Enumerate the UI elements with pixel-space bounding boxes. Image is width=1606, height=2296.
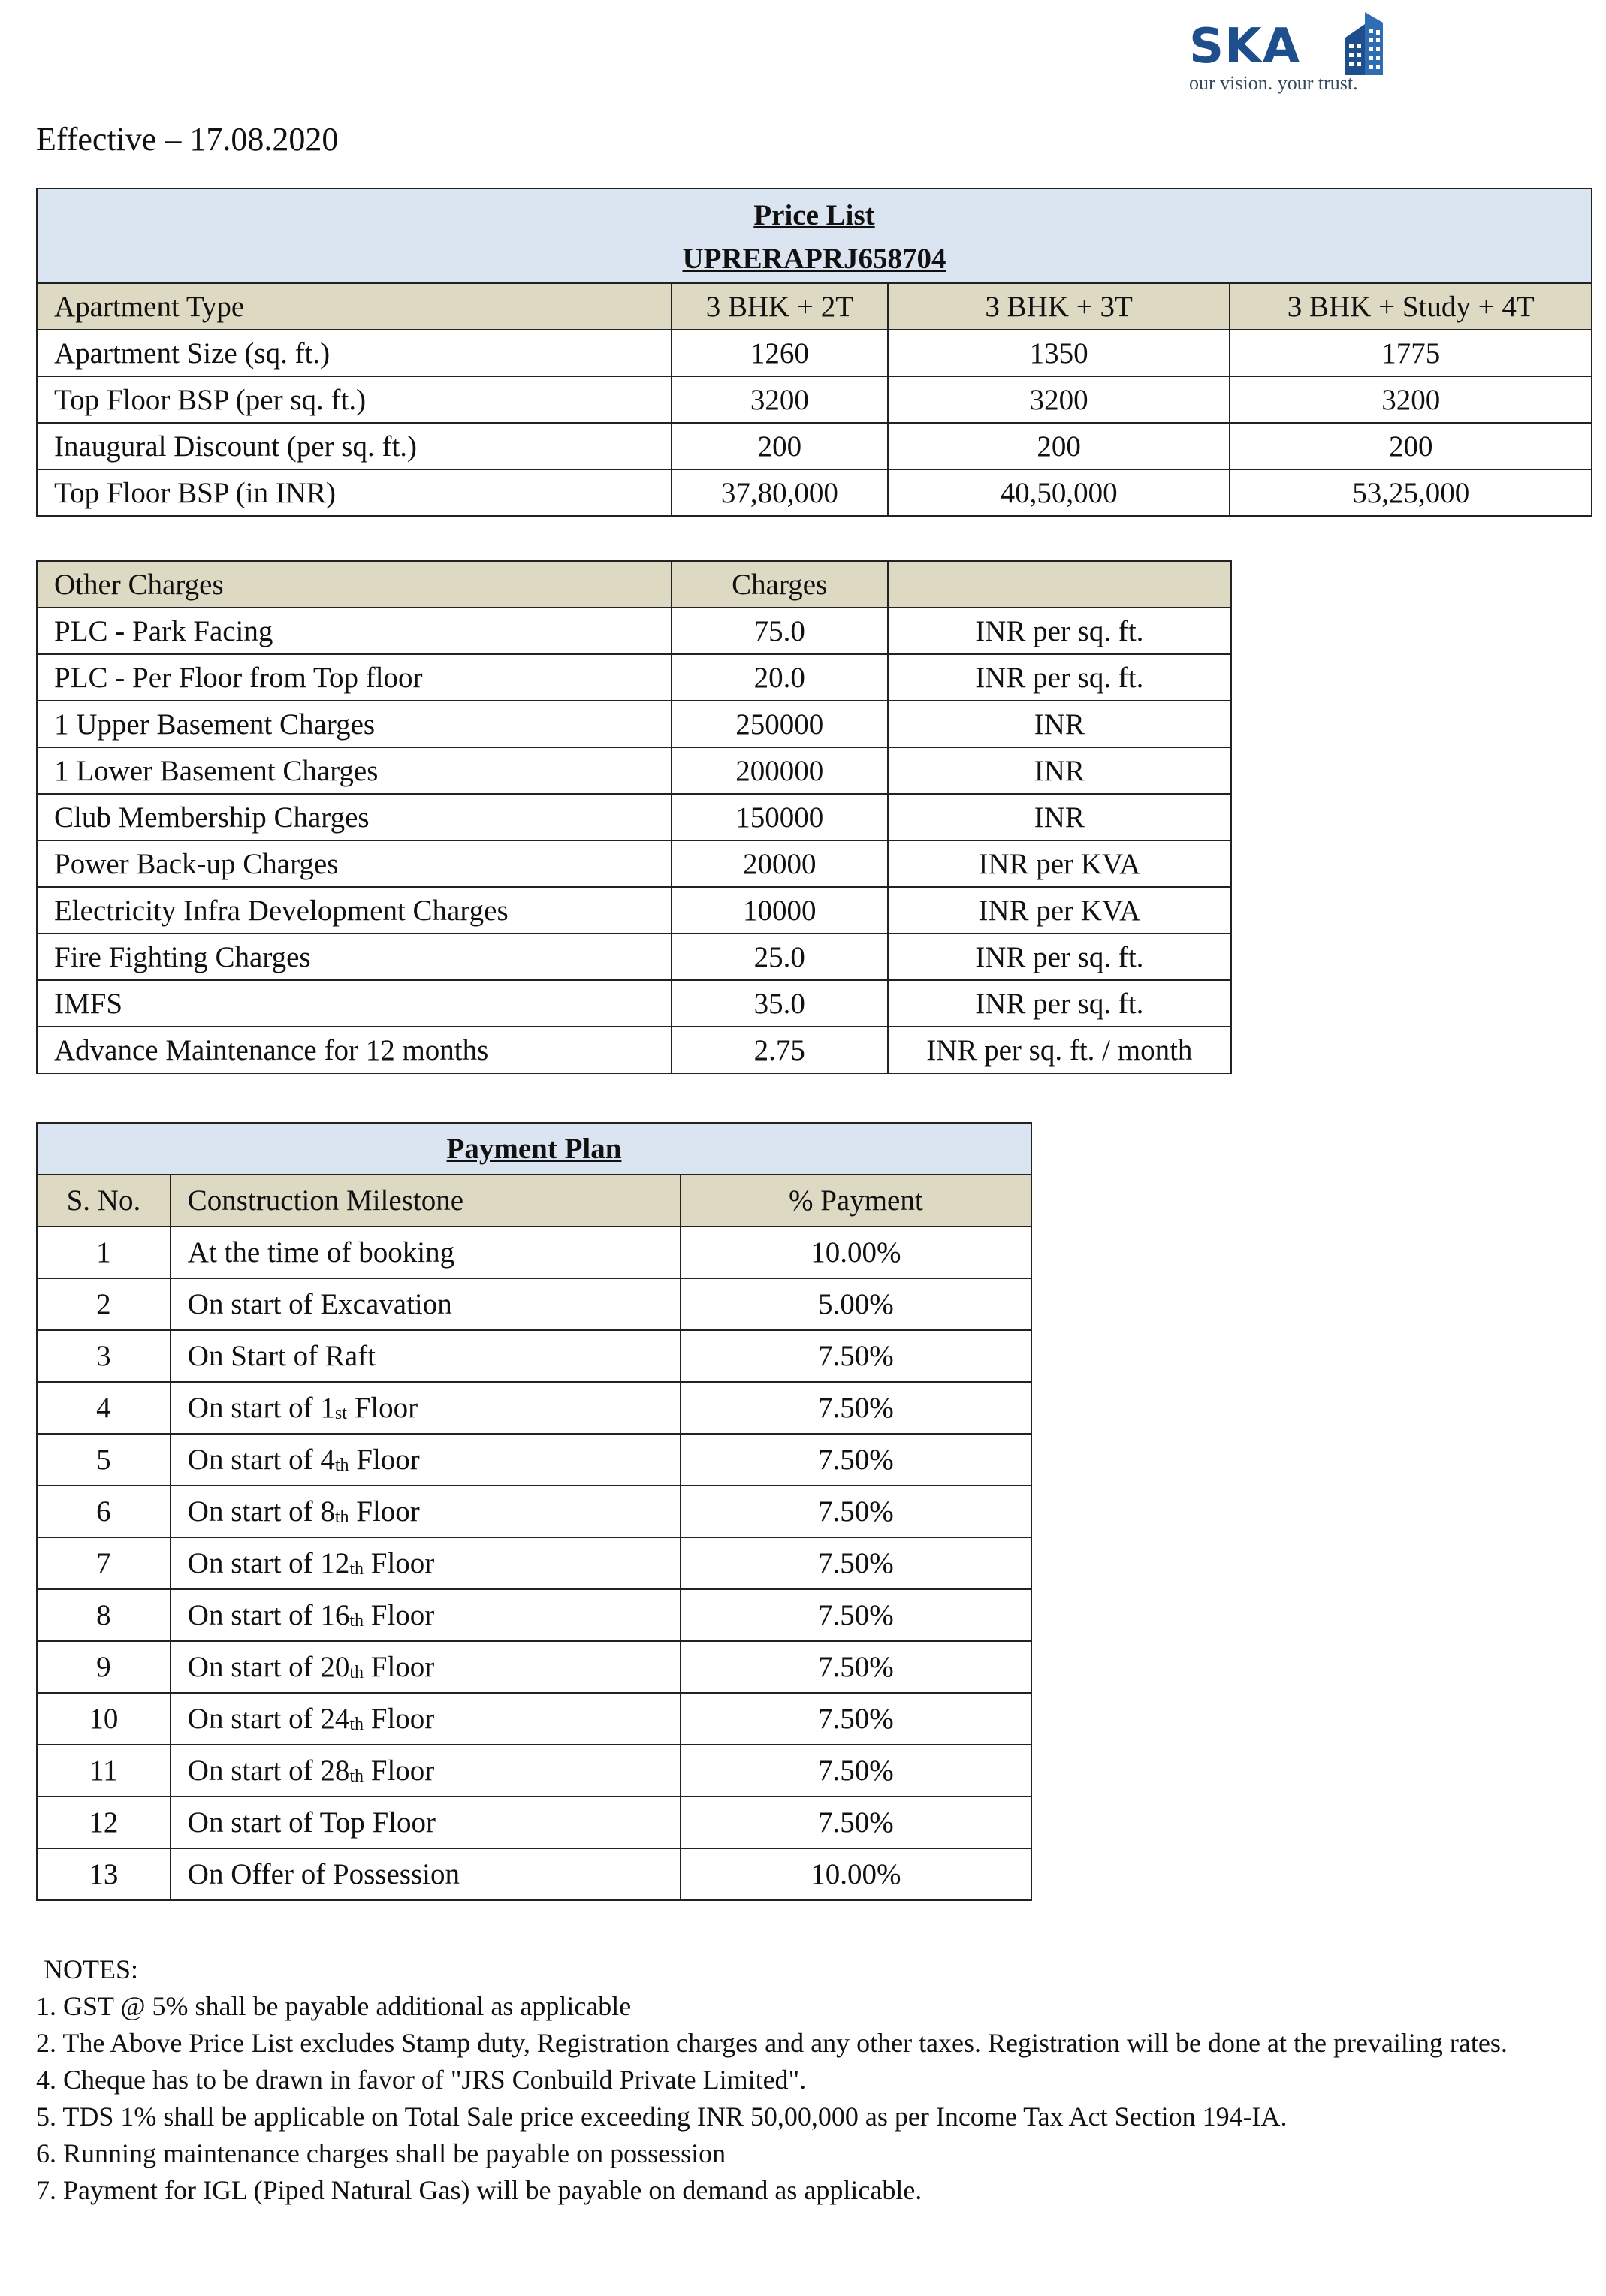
- serial-number: 2: [37, 1278, 171, 1330]
- milestone: [171, 1382, 681, 1434]
- table-cell: INR per KVA: [888, 840, 1231, 887]
- table-cell: 75.0: [672, 608, 888, 654]
- table-cell: 250000: [672, 701, 888, 747]
- row-label: Top Floor BSP (per sq. ft.): [37, 376, 672, 423]
- milestone: [171, 1330, 681, 1382]
- table-row: [37, 654, 1231, 701]
- serial-number: 12: [37, 1797, 171, 1848]
- column-header: % Payment: [681, 1175, 1031, 1226]
- table-row: [37, 1537, 1031, 1589]
- table-row: [37, 747, 1231, 794]
- milestone-text-end: Floor: [346, 1392, 418, 1424]
- column-header: Other Charges: [37, 561, 672, 608]
- column-header: [888, 561, 1231, 608]
- payment-plan-table: [36, 1122, 1032, 1901]
- row-label: IMFS: [37, 980, 672, 1027]
- serial-number: 7: [37, 1537, 171, 1589]
- payment-plan-header-row: [37, 1175, 1031, 1226]
- payment-percent: 7.50%: [681, 1693, 1031, 1745]
- table-row: [37, 794, 1231, 840]
- table-cell: INR: [888, 794, 1231, 840]
- effective-date: Effective – 17.08.2020: [36, 121, 339, 158]
- row-label: Advance Maintenance for 12 months: [37, 1027, 672, 1073]
- payment-percent: 10.00%: [681, 1848, 1031, 1900]
- milestone-text: On start of 20: [187, 1651, 350, 1683]
- payment-percent: 7.50%: [681, 1797, 1031, 1848]
- column-header: Apartment Type: [37, 283, 672, 330]
- note-item: 6. Running maintenance charges shall be payable on possession: [36, 2138, 726, 2168]
- table-cell: 25.0: [672, 934, 888, 980]
- milestone-text: On start of Top Floor: [187, 1806, 436, 1839]
- milestone: [171, 1745, 681, 1797]
- payment-percent: 7.50%: [681, 1382, 1031, 1434]
- table-row: [37, 887, 1231, 934]
- table-row: [37, 1797, 1031, 1848]
- ordinal-suffix: th: [349, 1559, 364, 1579]
- notes-list: [36, 1988, 1583, 2209]
- payment-percent: 7.50%: [681, 1745, 1031, 1797]
- milestone: [171, 1848, 681, 1900]
- ordinal-suffix: th: [334, 1456, 349, 1475]
- note-item: 5. TDS 1% shall be applicable on Total Sale price exceeding INR 50,00,000 as per Income Tax Act Section 194-IA.: [36, 2101, 1288, 2132]
- table-row: [37, 1382, 1031, 1434]
- payment-percent: 7.50%: [681, 1434, 1031, 1486]
- milestone-text: On Start of Raft: [187, 1340, 376, 1372]
- serial-number: 13: [37, 1848, 171, 1900]
- table-cell: INR per sq. ft.: [888, 608, 1231, 654]
- table-cell: 10000: [672, 887, 888, 934]
- ordinal-suffix: th: [349, 1715, 364, 1734]
- row-label: Apartment Size (sq. ft.): [37, 330, 672, 376]
- milestone-text: On start of 12: [187, 1547, 350, 1579]
- table-row: [37, 376, 1592, 423]
- table-cell: INR per sq. ft.: [888, 980, 1231, 1027]
- milestone: [171, 1278, 681, 1330]
- milestone-text-end: Floor: [349, 1444, 420, 1476]
- milestone: [171, 1226, 681, 1278]
- table-row: [37, 469, 1592, 516]
- table-row: [37, 1486, 1031, 1537]
- payment-percent: 10.00%: [681, 1226, 1031, 1278]
- payment-percent: 7.50%: [681, 1641, 1031, 1693]
- serial-number: 3: [37, 1330, 171, 1382]
- table-cell: 200000: [672, 747, 888, 794]
- milestone-text: On start of 8: [187, 1495, 335, 1528]
- serial-number: 11: [37, 1745, 171, 1797]
- table-cell: 3200: [672, 376, 888, 423]
- serial-number: 9: [37, 1641, 171, 1693]
- payment-percent: 5.00%: [681, 1278, 1031, 1330]
- payment-percent: 7.50%: [681, 1330, 1031, 1382]
- milestone: [171, 1797, 681, 1848]
- notes-title: NOTES:: [44, 1954, 138, 1984]
- row-label: PLC - Per Floor from Top floor: [37, 654, 672, 701]
- ordinal-suffix: st: [334, 1404, 347, 1423]
- note-item: 4. Cheque has to be drawn in favor of "JRS Conbuild Private Limited".: [36, 2065, 807, 2095]
- ordinal-suffix: th: [334, 1507, 349, 1527]
- table-cell: 200: [1230, 423, 1592, 469]
- ordinal-suffix: th: [349, 1611, 364, 1631]
- logo-brand-text: SKA: [1189, 19, 1301, 74]
- milestone: [171, 1693, 681, 1745]
- logo-tagline: our vision. your trust.: [1189, 72, 1358, 94]
- table-row: [37, 1434, 1031, 1486]
- table-row: [37, 840, 1231, 887]
- column-header: Construction Milestone: [171, 1175, 681, 1226]
- milestone-text: On start of Excavation: [187, 1288, 452, 1320]
- column-header: 3 BHK + Study + 4T: [1230, 283, 1592, 330]
- table-row: [37, 980, 1231, 1027]
- rera-id: UPRERAPRJ658704: [682, 243, 946, 275]
- serial-number: 5: [37, 1434, 171, 1486]
- milestone-text-end: Floor: [364, 1703, 435, 1735]
- table-cell: 40,50,000: [888, 469, 1230, 516]
- table-cell: 3200: [888, 376, 1230, 423]
- table-cell: INR per KVA: [888, 887, 1231, 934]
- row-label: Top Floor BSP (in INR): [37, 469, 672, 516]
- table-row: [37, 1330, 1031, 1382]
- milestone-text-end: Floor: [364, 1651, 435, 1683]
- row-label: Electricity Infra Development Charges: [37, 887, 672, 934]
- table-cell: INR per sq. ft.: [888, 654, 1231, 701]
- payment-percent: 7.50%: [681, 1537, 1031, 1589]
- milestone: [171, 1589, 681, 1641]
- row-label: 1 Lower Basement Charges: [37, 747, 672, 794]
- other-charges-header-row: [37, 561, 1231, 608]
- milestone-text: On start of 1: [187, 1392, 335, 1424]
- table-cell: 1350: [888, 330, 1230, 376]
- price-list-title: Price List: [753, 199, 875, 231]
- price-list-title-cell: [37, 189, 1592, 283]
- price-list-header-row: [37, 283, 1592, 330]
- table-row: [37, 1693, 1031, 1745]
- table-row: [37, 1641, 1031, 1693]
- milestone-text: On start of 16: [187, 1599, 350, 1631]
- table-row: [37, 608, 1231, 654]
- table-row: [37, 1589, 1031, 1641]
- row-label: Fire Fighting Charges: [37, 934, 672, 980]
- ordinal-suffix: th: [349, 1767, 364, 1786]
- company-logo: [1183, 8, 1408, 101]
- table-row: [37, 1226, 1031, 1278]
- table-cell: 200: [888, 423, 1230, 469]
- table-row: [37, 1027, 1231, 1073]
- table-cell: 20000: [672, 840, 888, 887]
- ordinal-suffix: th: [349, 1663, 364, 1682]
- table-cell: 53,25,000: [1230, 469, 1592, 516]
- milestone-text: On start of 28: [187, 1754, 350, 1787]
- building-icon: [1341, 8, 1386, 75]
- row-label: 1 Upper Basement Charges: [37, 701, 672, 747]
- other-charges-table: [36, 560, 1232, 1074]
- payment-plan-title: Payment Plan: [37, 1123, 1031, 1175]
- milestone-text: On start of 4: [187, 1444, 335, 1476]
- table-row: [37, 1278, 1031, 1330]
- payment-percent: 7.50%: [681, 1486, 1031, 1537]
- row-label: Power Back-up Charges: [37, 840, 672, 887]
- milestone-text: On start of 24: [187, 1703, 350, 1735]
- milestone: [171, 1434, 681, 1486]
- table-cell: INR per sq. ft.: [888, 934, 1231, 980]
- milestone: [171, 1537, 681, 1589]
- table-row: [37, 1848, 1031, 1900]
- price-list-table: [36, 188, 1592, 517]
- table-row: [37, 934, 1231, 980]
- serial-number: 1: [37, 1226, 171, 1278]
- note-item: 1. GST @ 5% shall be payable additional as applicable: [36, 1991, 632, 2021]
- row-label: Club Membership Charges: [37, 794, 672, 840]
- table-cell: 20.0: [672, 654, 888, 701]
- serial-number: 10: [37, 1693, 171, 1745]
- milestone: [171, 1641, 681, 1693]
- milestone-text: At the time of booking: [187, 1236, 455, 1269]
- table-cell: INR per sq. ft. / month: [888, 1027, 1231, 1073]
- table-row: [37, 330, 1592, 376]
- column-header: S. No.: [37, 1175, 171, 1226]
- table-cell: 150000: [672, 794, 888, 840]
- column-header: 3 BHK + 3T: [888, 283, 1230, 330]
- table-cell: 2.75: [672, 1027, 888, 1073]
- column-header: Charges: [672, 561, 888, 608]
- notes-section: [36, 1951, 1583, 2209]
- table-cell: 200: [672, 423, 888, 469]
- table-cell: 3200: [1230, 376, 1592, 423]
- table-row: [37, 423, 1592, 469]
- table-row: [37, 701, 1231, 747]
- note-item: 7. Payment for IGL (Piped Natural Gas) will be payable on demand as applicable.: [36, 2175, 922, 2205]
- milestone-text: On Offer of Possession: [187, 1858, 460, 1890]
- column-header: 3 BHK + 2T: [672, 283, 888, 330]
- serial-number: 8: [37, 1589, 171, 1641]
- table-cell: 1260: [672, 330, 888, 376]
- payment-percent: 7.50%: [681, 1589, 1031, 1641]
- milestone-text-end: Floor: [364, 1754, 435, 1787]
- milestone: [171, 1486, 681, 1537]
- row-label: PLC - Park Facing: [37, 608, 672, 654]
- row-label: Inaugural Discount (per sq. ft.): [37, 423, 672, 469]
- note-item: 2. The Above Price List excludes Stamp duty, Registration charges and any other taxes. Registration will be done at the prevailing rates.: [36, 2028, 1508, 2058]
- table-cell: INR: [888, 701, 1231, 747]
- milestone-text-end: Floor: [349, 1495, 420, 1528]
- table-cell: 35.0: [672, 980, 888, 1027]
- milestone-text-end: Floor: [364, 1599, 435, 1631]
- table-row: [37, 1745, 1031, 1797]
- table-cell: 1775: [1230, 330, 1592, 376]
- table-cell: INR: [888, 747, 1231, 794]
- serial-number: 4: [37, 1382, 171, 1434]
- table-cell: 37,80,000: [672, 469, 888, 516]
- serial-number: 6: [37, 1486, 171, 1537]
- milestone-text-end: Floor: [364, 1547, 435, 1579]
